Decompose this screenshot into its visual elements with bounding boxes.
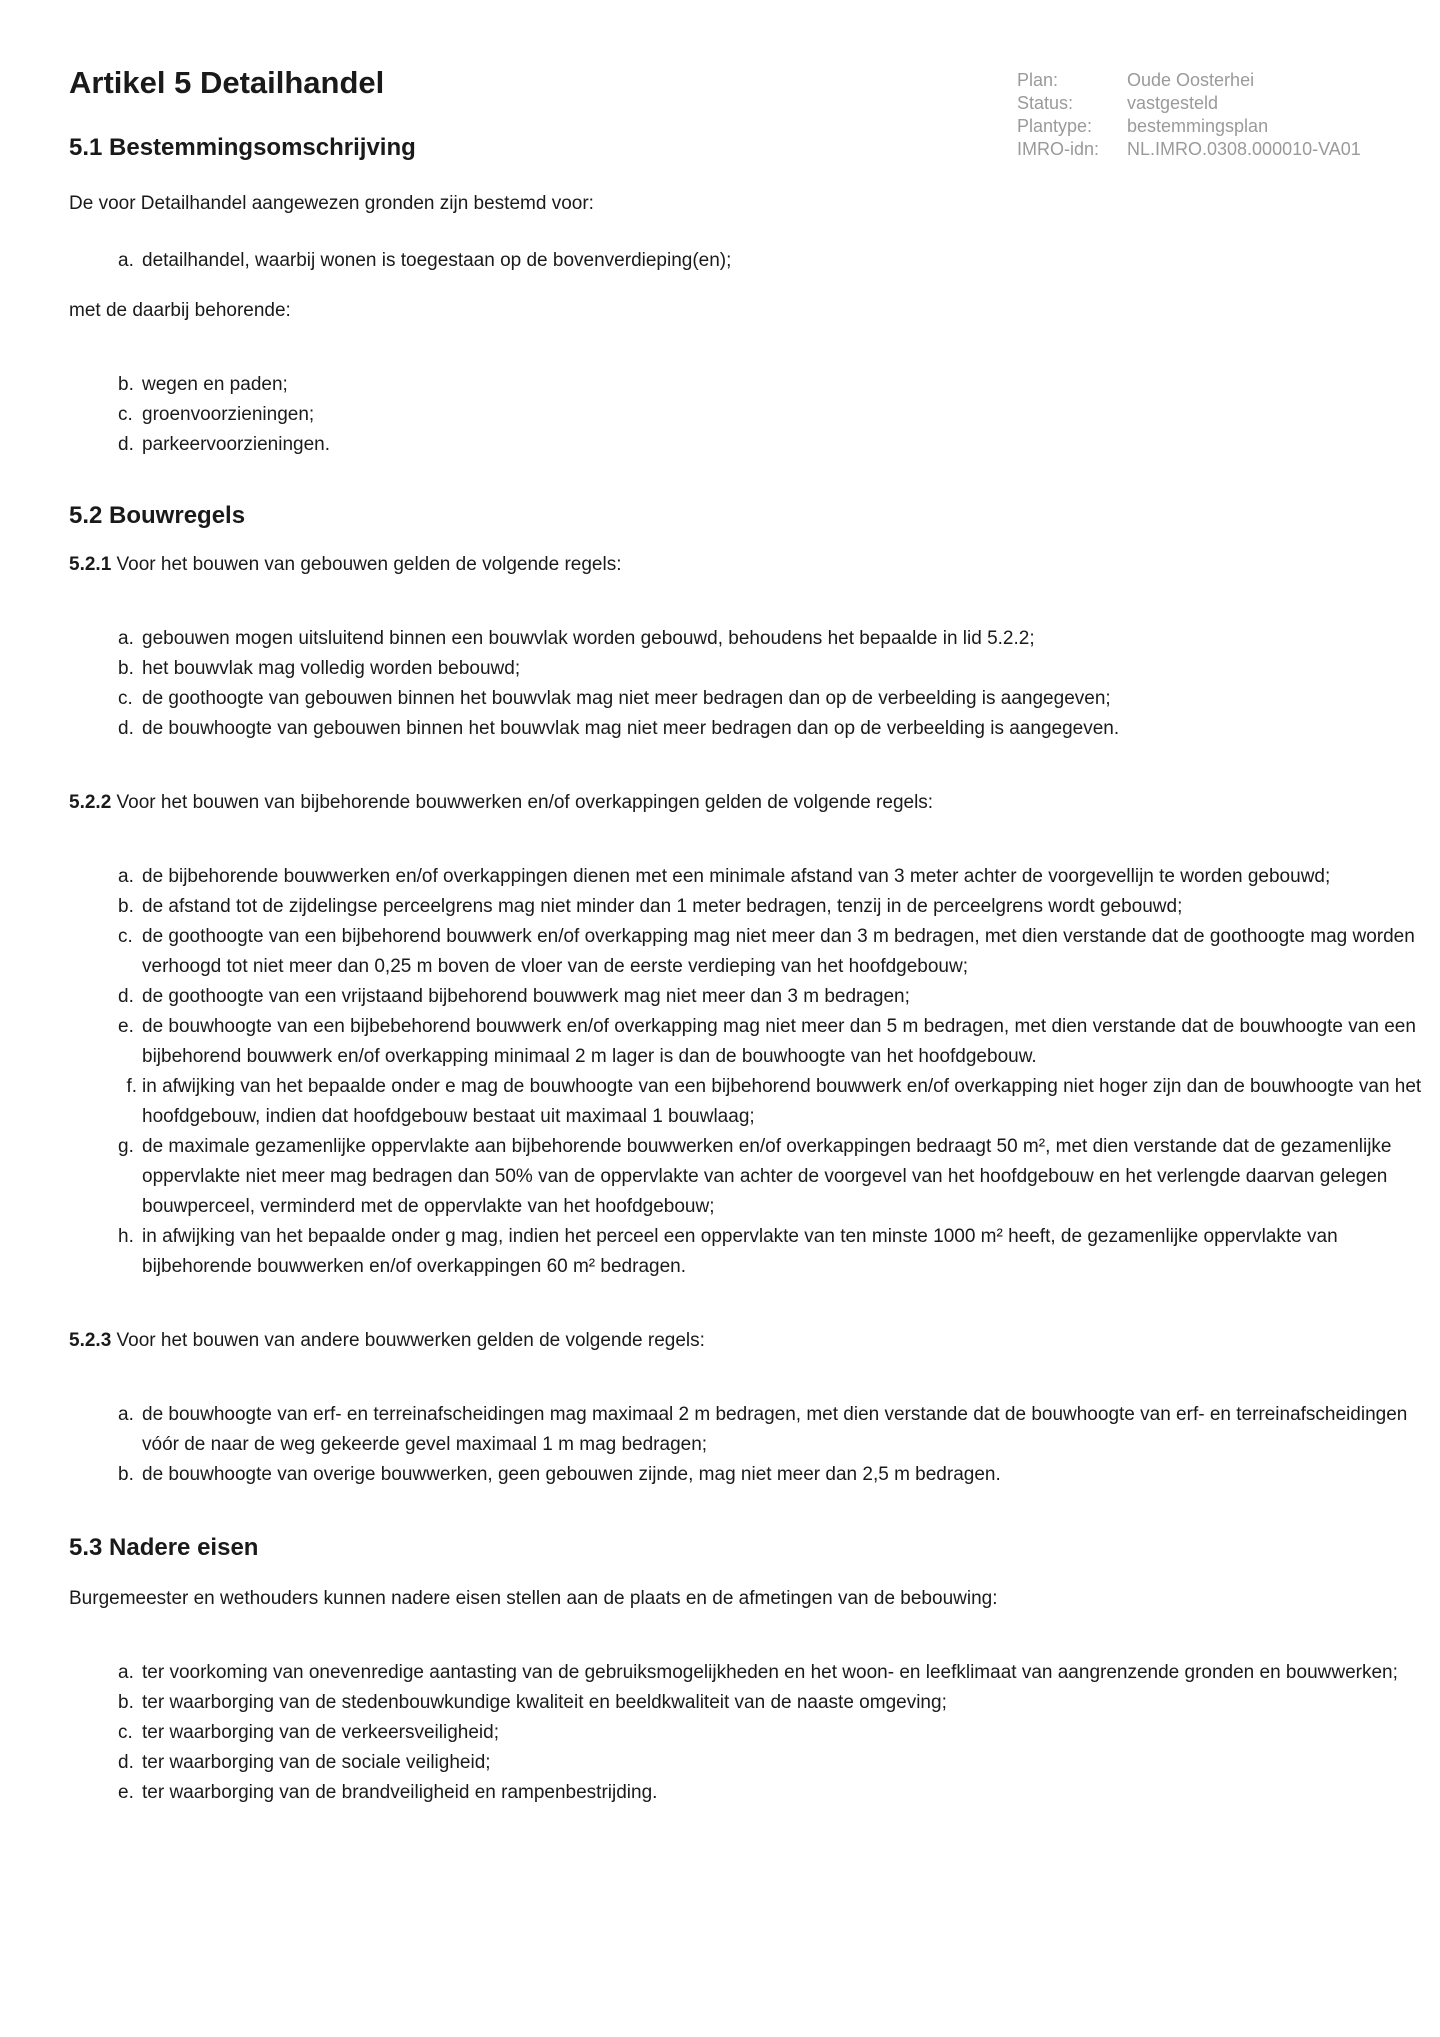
list-item [118, 370, 1430, 400]
list-item-text: de bouwhoogte van gebouwen binnen het bouwvlak mag niet meer bedragen dan op de verbeelding is aangegeven. [142, 718, 1120, 739]
section-heading-5-1: 5.1 Bestemmingsomschrijving [69, 134, 416, 161]
list-item [118, 862, 1430, 892]
section-5-3-intro: Burgemeester en wethouders kunnen nadere eisen stellen aan de plaats en de afmetingen van de bebouwing: [69, 1588, 998, 1609]
list-item-letter: c. [118, 926, 133, 947]
list-item [118, 1400, 1430, 1460]
list-item-letter: c. [118, 1722, 133, 1743]
list-item-letter: b. [118, 374, 134, 395]
article-title: Artikel 5 Detailhandel [69, 65, 385, 100]
list-item-text: ter waarborging van de brandveiligheid en rampenbestrijding. [142, 1782, 658, 1803]
list-item [118, 1688, 1430, 1718]
list-item-letter: d. [118, 434, 134, 455]
meta-status: Status: vastgesteld [1017, 93, 1219, 113]
section-heading-5-3: 5.3 Nadere eisen [69, 1534, 259, 1561]
subsection-5-2-1-list [69, 624, 1369, 744]
subsection-5-2-2-list [69, 862, 1422, 1282]
list-item-text: de bouwhoogte van erf- en terreinafscheidingen mag maximaal 2 m bedragen, met dien verstande dat de bouwhoogte van erf- en terreinafscheidingen vóór de naar de weg gekeerde gevel maximaal 1 m mag bedragen; [142, 1404, 1408, 1455]
list-item-letter: d. [118, 718, 134, 739]
list-item-text: de goothoogte van een bijbehorend bouwwerk en/of overkapping mag niet meer dan 3 m bedragen, met dien verstande dat de goothoogte mag worden verhoogd tot niet meer dan 0,25 m boven de vloer van de eerste verdieping van het hoofdgebouw; [142, 926, 1415, 977]
list-item-letter: b. [118, 1464, 134, 1485]
list-item-letter: c. [118, 404, 133, 425]
list-item-letter: c. [118, 688, 133, 709]
list-item-letter: d. [118, 986, 134, 1007]
meta-plan: Plan: Oude Oosterhei [1017, 70, 1255, 90]
list-item-letter: b. [118, 658, 134, 679]
section-5-1-list-b [69, 370, 1369, 460]
list-item-text: de bouwhoogte van een bijbebehorend bouwwerk en/of overkapping mag niet meer dan 5 m bedragen, met dien verstande dat de bouwhoogte van een bijbehorend bouwwerk en/of overkapping minimaal 2 m lager is dan de bouwhoogte van het hoofdgebouw. [142, 1016, 1416, 1067]
list-item-text: ter waarborging van de stedenbouwkundige kwaliteit en beeldkwaliteit van de naaste omgeving; [142, 1692, 947, 1713]
list-item-text: wegen en paden; [142, 374, 288, 395]
list-item-letter: a. [118, 628, 134, 649]
list-item-text: de afstand tot de zijdelingse perceelgrens mag niet minder dan 1 meter bedragen, tenzij in de perceelgrens wordt gebouwd; [142, 896, 1183, 917]
list-item-letter: a. [118, 1404, 134, 1425]
list-item [118, 624, 1430, 654]
list-item-letter: e. [118, 1016, 134, 1037]
list-item-letter: d. [118, 1752, 134, 1773]
subsection-5-2-1: 5.2.1 Voor het bouwen van gebouwen gelden de volgende regels: [69, 554, 622, 575]
list-item-text: de goothoogte van een vrijstaand bijbehorend bouwwerk mag niet meer dan 3 m bedragen; [142, 986, 910, 1007]
list-item [118, 1132, 1430, 1222]
article-content [69, 130, 1422, 1808]
section-heading-5-2: 5.2 Bouwregels [69, 502, 246, 529]
section-5-1-list-a [69, 246, 1369, 276]
subsection-5-2-3-list [69, 1400, 1408, 1490]
list-item [118, 1718, 1430, 1748]
list-item-text: gebouwen mogen uitsluitend binnen een bouwvlak worden gebouwd, behoudens het bepaalde in lid 5.2.2; [142, 628, 1035, 649]
list-item-letter: g. [118, 1136, 134, 1157]
subsection-5-2-3: 5.2.3 Voor het bouwen van andere bouwwerken gelden de volgende regels: [69, 1330, 705, 1351]
list-item-text: de bijbehorende bouwwerken en/of overkappingen dienen met een minimale afstand van 3 meter achter de voorgevellijn te worden gebouwd; [142, 866, 1331, 887]
section-5-1-intro: De voor Detailhandel aangewezen gronden zijn bestemd voor: [69, 193, 594, 214]
list-item [118, 892, 1430, 922]
list-item-letter: b. [118, 896, 134, 917]
list-item-text: de bouwhoogte van overige bouwwerken, geen gebouwen zijnde, mag niet meer dan 2,5 m bedragen. [142, 1464, 1001, 1485]
section-5-1-with: met de daarbij behorende: [69, 300, 291, 321]
list-item [118, 654, 1430, 684]
list-item [118, 684, 1430, 714]
meta-imro: IMRO-idn: NL.IMRO.0308.000010-VA01 [1017, 139, 1361, 159]
list-item-text: de goothoogte van gebouwen binnen het bouwvlak mag niet meer bedragen dan op de verbeelding is aangegeven; [142, 688, 1111, 709]
list-item [118, 1222, 1430, 1282]
list-item-text: detailhandel, waarbij wonen is toegestaan op de bovenverdieping(en); [142, 250, 732, 271]
list-item [118, 1748, 1430, 1778]
list-item [118, 1778, 1430, 1808]
list-item [118, 714, 1430, 744]
list-item [118, 1012, 1430, 1072]
list-item-letter: a. [118, 250, 134, 271]
list-item-text: in afwijking van het bepaalde onder e mag de bouwhoogte van een bijbehorend bouwwerk en/of overkapping niet hoger zijn dan de bouwhoogte van het hoofdgebouw, indien dat hoofdgebouw bestaat uit maximaal 1 bouwlaag; [142, 1076, 1422, 1127]
list-item-letter: h. [118, 1226, 134, 1247]
list-item-letter: a. [118, 866, 134, 887]
list-item [118, 982, 1430, 1012]
list-item-text: parkeervoorzieningen. [142, 434, 331, 455]
list-item-text: in afwijking van het bepaalde onder g mag, indien het perceel een oppervlakte van ten minste 1000 m² heeft, de gezamenlijke oppervlakte van bijbehorende bouwwerken en/of overkappingen 60 m² bedragen. [142, 1226, 1338, 1277]
list-item-letter: a. [118, 1662, 134, 1683]
list-item [118, 400, 1430, 430]
list-item-text: ter voorkoming van onevenredige aantasting van de gebruiksmogelijkheden en het woon- en leefklimaat van aangrenzende gronden en bouwwerken; [142, 1662, 1398, 1683]
list-item-letter: b. [118, 1692, 134, 1713]
section-5-3-list [69, 1658, 1398, 1808]
meta-plantype: Plantype: bestemmingsplan [1017, 116, 1269, 136]
list-item [118, 922, 1430, 982]
list-item-text: ter waarborging van de verkeersveiligheid; [142, 1722, 499, 1743]
list-item-text: de maximale gezamenlijke oppervlakte aan bijbehorende bouwwerken en/of overkappingen bedraagt 50 m², met dien verstande dat de gezamenlijke oppervlakte niet meer mag bedragen dan 50% van de oppervlakte van achter de voorgevel van het hoofdgebouw en het verlengde daarvan gelegen bouwperceel, verminderd met de oppervlakte van het hoofdgebouw; [142, 1136, 1392, 1217]
list-item [118, 1658, 1430, 1688]
list-item-text: ter waarborging van de sociale veiligheid; [142, 1752, 491, 1773]
list-item-text: het bouwvlak mag volledig worden bebouwd; [142, 658, 521, 679]
list-item-text: groenvoorzieningen; [142, 404, 315, 425]
subsection-5-2-2: 5.2.2 Voor het bouwen van bijbehorende bouwwerken en/of overkappingen gelden de volgende regels: [69, 792, 934, 813]
list-item-letter: e. [118, 1782, 134, 1803]
list-item [118, 246, 1430, 276]
list-item [118, 1460, 1430, 1490]
list-item-letter: f. [126, 1076, 137, 1097]
list-item [118, 430, 1430, 460]
list-item [118, 1072, 1430, 1132]
